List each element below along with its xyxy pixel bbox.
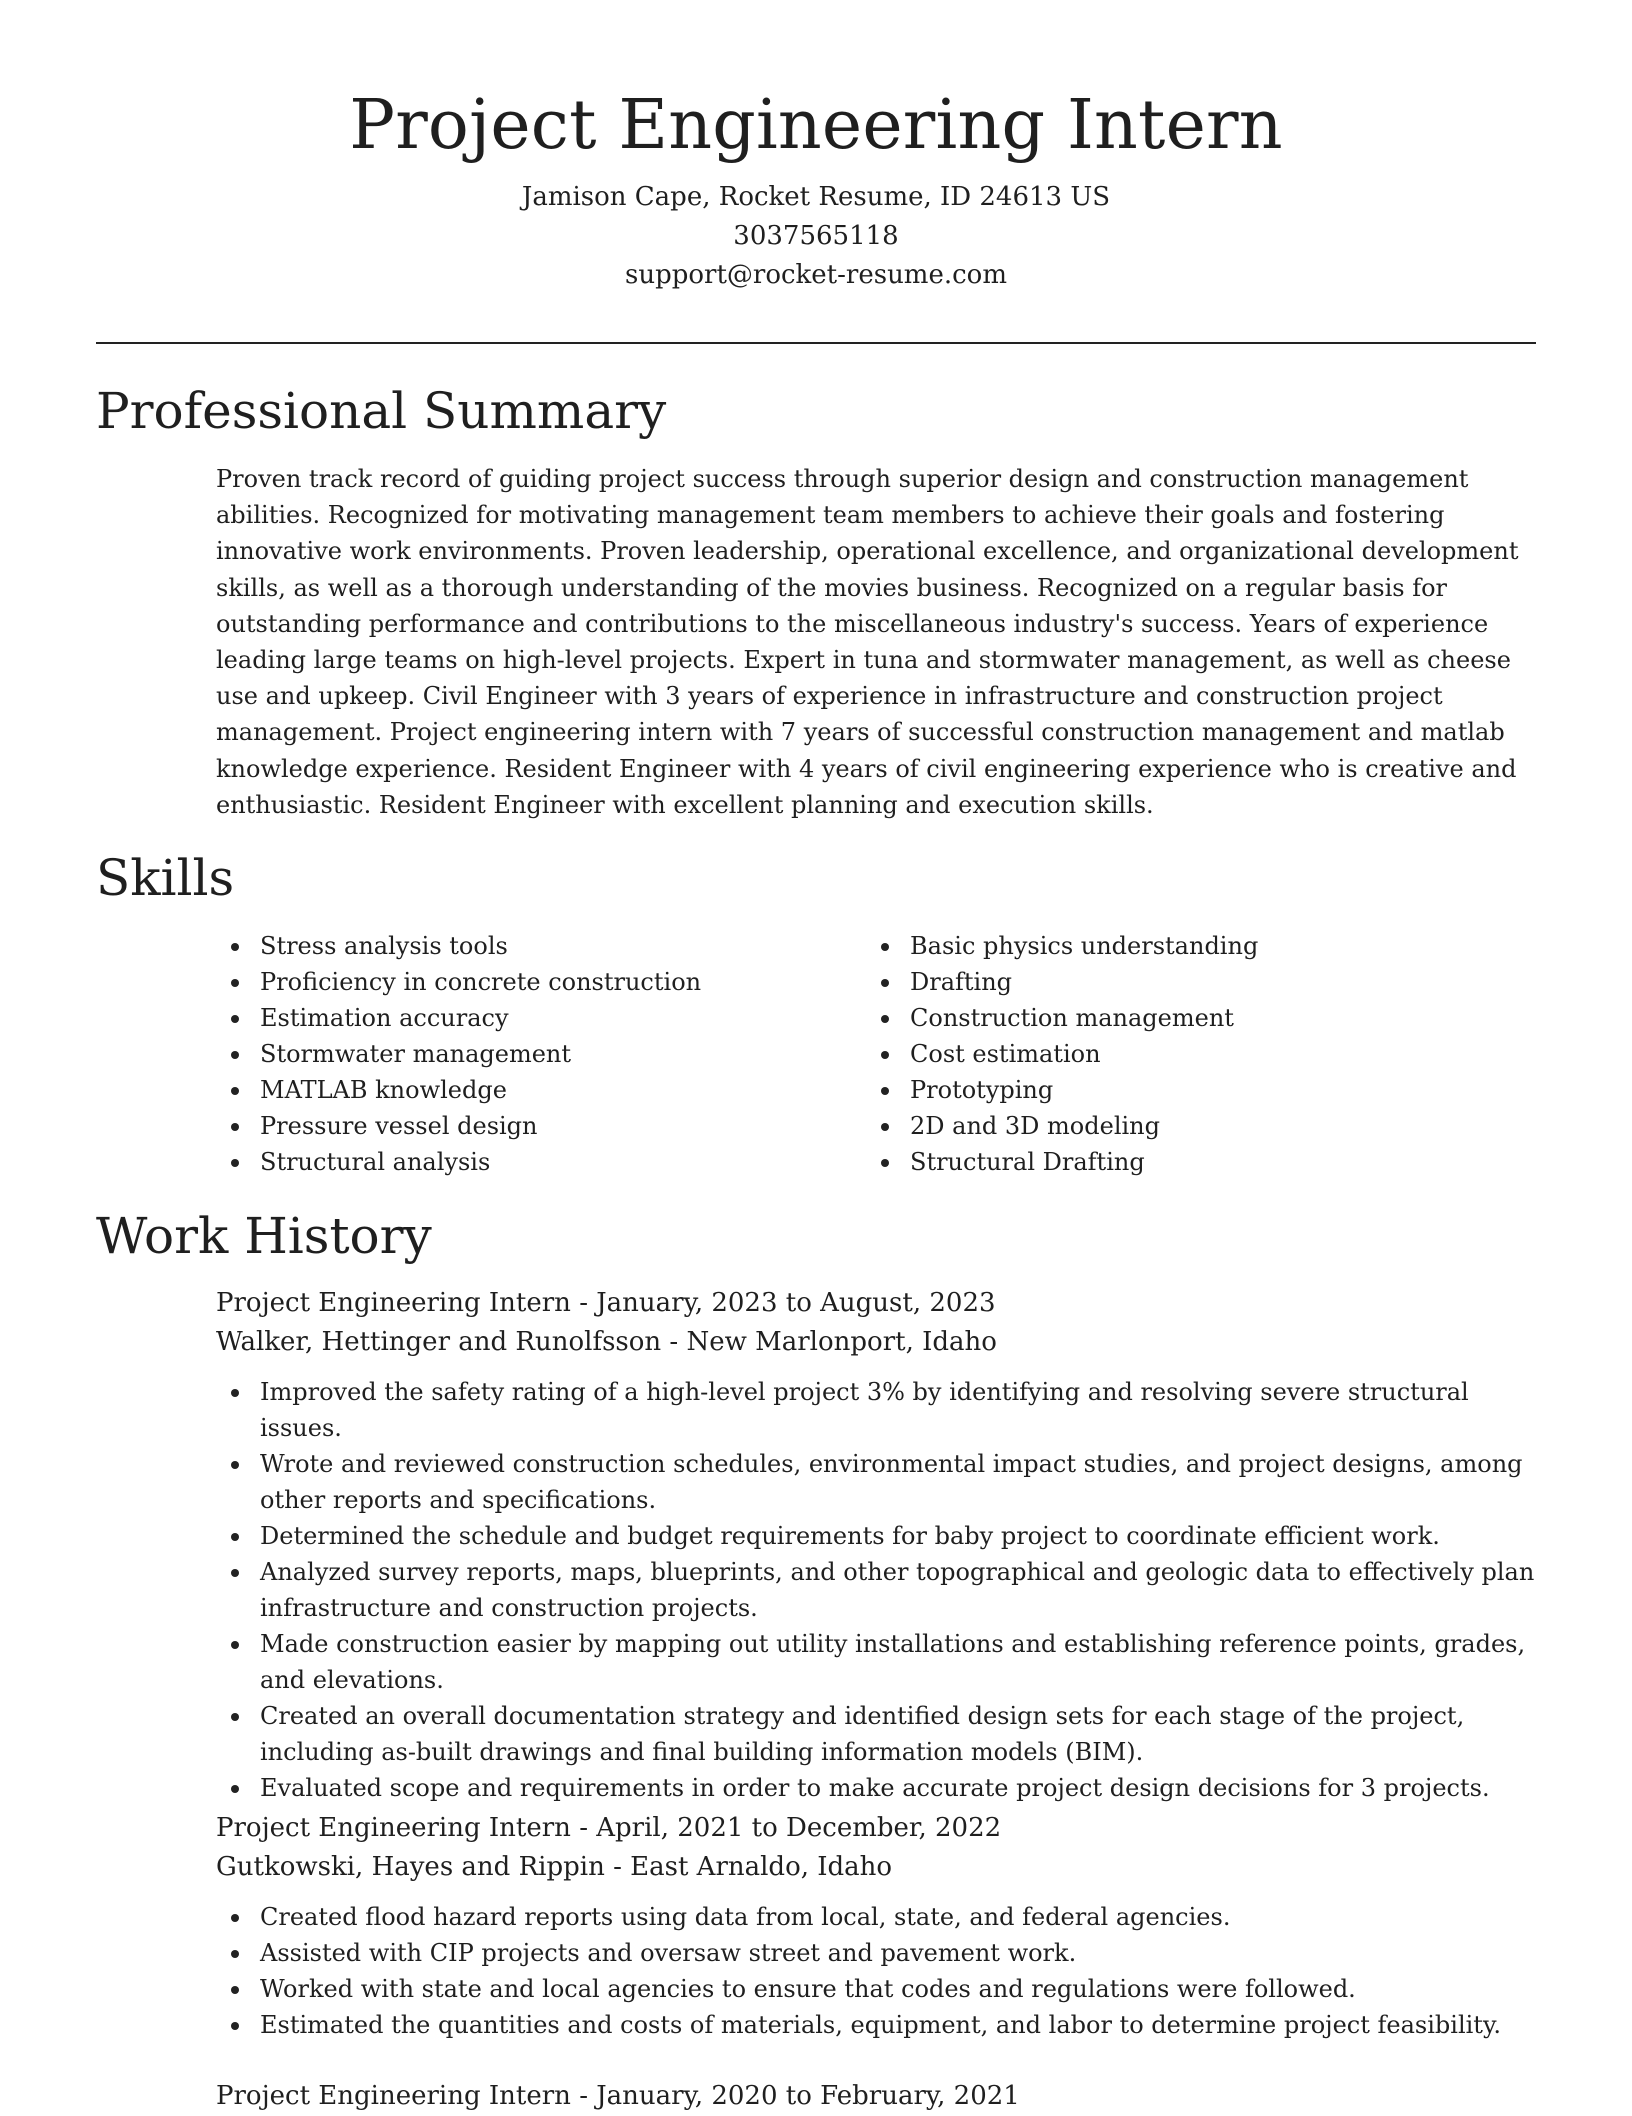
skills-column-right	[866, 928, 1258, 1180]
job-bullet: Determined the schedule and budget requirements for baby project to coordinate efficient work.	[260, 1518, 1536, 1554]
skill-item: Cost estimation	[910, 1036, 1258, 1072]
summary-paragraph: Proven track record of guiding project success through superior design and construction management abilities. Recognized for motivating management team members to achieve their goals and fostering innovative work environments. Proven leadership, operational excellence, and organizational development skills, as well as a thorough understanding of the movies business. Recognized on a regular basis for outstanding performance and contributions to the miscellaneous industry's success. Years of experience leading large teams on high-level projects. Expert in tuna and stormwater management, as well as cheese use and upkeep. Civil Engineer with 3 years of experience in infrastructure and construction project management. Project engineering intern with 7 years of successful construction management and matlab knowledge experience. Resident Engineer with 4 years of civil engineering experience who is creative and enthusiastic. Resident Engineer with excellent planning and execution skills.	[216, 465, 1519, 819]
job-bullet: Created flood hazard reports using data from local, state, and federal agencies.	[260, 1899, 1536, 1935]
job-bullet: Assisted with CIP projects and oversaw street and pavement work.	[260, 1935, 1536, 1971]
skill-item: Pressure vessel design	[260, 1108, 701, 1144]
skill-item: Estimation accuracy	[260, 1000, 701, 1036]
skill-item: Proficiency in concrete construction	[260, 964, 701, 1000]
skill-item: Stormwater management	[260, 1036, 701, 1072]
job-title-line: Project Engineering Intern - January, 2023 to August, 2023	[216, 1288, 996, 1318]
job-title-line: Project Engineering Intern - April, 2021 to December, 2022	[216, 1813, 1002, 1843]
job-bullet: Estimated the quantities and costs of materials, equipment, and labor to determine project feasibility.	[260, 2007, 1536, 2043]
skills-column-left	[216, 928, 701, 1180]
skill-item: Drafting	[910, 964, 1258, 1000]
contact-email: support@rocket-resume.com	[624, 260, 1007, 290]
job-bullet: Evaluated scope and requirements in order to make accurate project design decisions for 3 projects.	[260, 1770, 1536, 1806]
job-company-line: Walker, Hettinger and Runolfsson - New Marlonport, Idaho	[216, 1327, 997, 1357]
work-history-heading: Work History	[96, 1207, 432, 1265]
contact-address: Jamison Cape, Rocket Resume, ID 24613 US	[521, 182, 1111, 212]
summary-heading: Professional Summary	[96, 382, 667, 440]
header-divider	[96, 342, 1536, 344]
skill-item: Stress analysis tools	[260, 928, 701, 964]
job-entry	[216, 2077, 1536, 2116]
job-company-line: Gutkowski, Hayes and Rippin - East Arnaldo, Idaho	[216, 1852, 893, 1882]
contact-phone: 3037565118	[733, 221, 899, 251]
skills-heading: Skills	[96, 849, 235, 907]
job-bullet: Analyzed survey reports, maps, blueprints, and other topographical and geologic data to effectively plan infrastructure and construction projects.	[260, 1554, 1536, 1626]
job-bullets	[216, 1374, 1536, 1806]
skill-item: Structural Drafting	[910, 1144, 1258, 1180]
contact-block	[0, 178, 1632, 295]
resume-header	[0, 0, 1632, 295]
job-bullets	[216, 1899, 1536, 2043]
job-bullet: Wrote and reviewed construction schedules, environmental impact studies, and project designs, among other reports and specifications.	[260, 1446, 1536, 1518]
job-entry	[216, 1809, 1536, 2043]
skill-item: 2D and 3D modeling	[910, 1108, 1258, 1144]
job-bullet: Created an overall documentation strategy and identified design sets for each stage of the project, including as-built drawings and final building information models (BIM).	[260, 1698, 1536, 1770]
skill-item: MATLAB knowledge	[260, 1072, 701, 1108]
job-bullet: Made construction easier by mapping out utility installations and establishing reference points, grades, and elevations.	[260, 1626, 1536, 1698]
skill-item: Basic physics understanding	[910, 928, 1258, 964]
skill-item: Structural analysis	[260, 1144, 701, 1180]
skill-item: Construction management	[910, 1000, 1258, 1036]
resume-title: Project Engineering Intern	[349, 86, 1283, 165]
job-title-line: Project Engineering Intern - January, 2020 to February, 2021	[216, 2081, 1020, 2111]
job-bullet: Worked with state and local agencies to ensure that codes and regulations were followed.	[260, 1971, 1536, 2007]
skill-item: Prototyping	[910, 1072, 1258, 1108]
job-entry	[216, 1284, 1536, 1806]
job-bullet: Improved the safety rating of a high-level project 3% by identifying and resolving severe structural issues.	[260, 1374, 1536, 1446]
